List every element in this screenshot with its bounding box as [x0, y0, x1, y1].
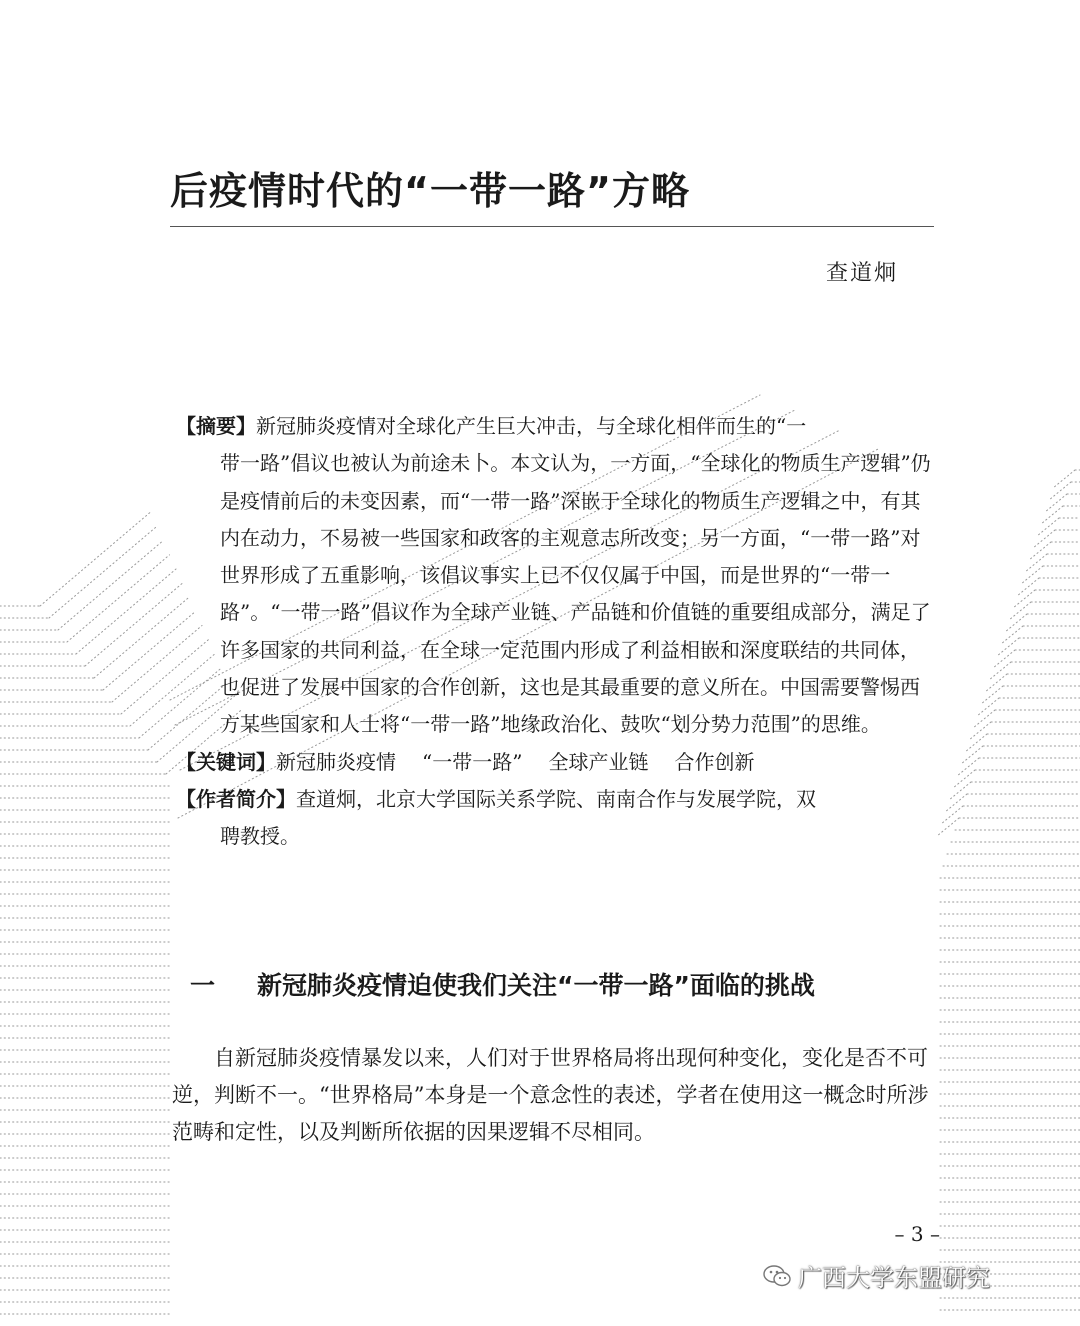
- dotted-line: [85, 583, 183, 666]
- dotted-line: [969, 722, 991, 740]
- dotted-line: [58, 541, 163, 630]
- dotted-line: [67, 555, 170, 642]
- dotted-line: [941, 806, 963, 824]
- dotted-line: [1013, 590, 1035, 608]
- dotted-line: [1045, 494, 1067, 512]
- dotted-line: [1033, 530, 1055, 548]
- dotted-line: [953, 770, 975, 788]
- dotted-line: [49, 527, 157, 618]
- dotted-line: [973, 710, 995, 728]
- dotted-line: [1037, 518, 1059, 536]
- keyword-item: “一带一路”: [422, 749, 523, 774]
- author-bio-block: [176, 781, 936, 856]
- dotted-line: [989, 662, 1011, 680]
- author-bio-text: 聘教授。: [220, 824, 300, 849]
- dotted-line: [94, 597, 189, 678]
- abstract-block: [176, 408, 936, 744]
- dotted-line: [985, 674, 1007, 692]
- keyword-item: 新冠肺炎疫情: [276, 749, 396, 774]
- abstract-first-line: 新冠肺炎疫情对全球化产生巨大冲击，与全球化相伴而生的“一: [256, 414, 807, 438]
- dotted-line: [1009, 602, 1031, 620]
- title-divider: [170, 226, 934, 227]
- page-number: – 3 –: [894, 1222, 940, 1246]
- dotted-line: [1017, 578, 1039, 596]
- section-title: 新冠肺炎疫情迫使我们关注“一带一路”面临的挑战: [257, 971, 815, 1000]
- body-text: [172, 1040, 936, 1151]
- dotted-line: [1021, 566, 1043, 584]
- body-paragraph: 自新冠肺炎疫情暴发以来，人们对于世界格局将出现何种变化，变化是否不可逆，判断不一。“世界格局”本身是一个意念性的表述，学者在使用这一概念时所涉范畴和定性，以及判断所依据的因果逻辑不尽相同。: [172, 1046, 929, 1144]
- keyword-item: 全球产业链: [548, 749, 649, 774]
- dotted-line: [1005, 614, 1027, 632]
- abstract-text: 带一路”倡议也被认为前途未卜。本文认为，一方面，“全球化的物质生产逻辑”仍是疫情前后的未变因素，而“一带一路”深嵌于全球化的物质生产逻辑之中，有其内在动力，不易被一些国家和政客的主观意志所改变；另一方面，“一带一路”对世界形成了五重影响，该倡议事实上已不仅仅属于中国，而是世界的“一带一路”。“一带一路”倡议作为全球产业链、产品链和价值链的重要组成部分，满足了许多国家的共同利益，在全球一定范围内形成了利益相嵌和深度联结的共同体，也促进了发展中国家的合作创新，这也是其最重要的意义所在。中国需要警惕西方某些国家和人士将“一带一路”地缘政治化、鼓吹“划分势力范围”的思维。: [220, 451, 931, 737]
- keyword-item: 合作创新: [674, 749, 755, 774]
- author-bio-label: 【作者简介】: [176, 786, 296, 811]
- dotted-line: [1001, 626, 1023, 644]
- keywords-block: [176, 744, 936, 781]
- dotted-line: [965, 734, 987, 752]
- dotted-line: [997, 638, 1019, 656]
- watermark-text: 广西大学东盟研究: [798, 1264, 990, 1292]
- wechat-icon: [762, 1263, 792, 1289]
- dotted-line: [981, 686, 1003, 704]
- article-title: 后疫情时代的“一带一路”方略: [170, 169, 690, 213]
- dotted-line: [977, 698, 999, 716]
- abstract-section: [176, 408, 936, 856]
- keywords-label: 【关键词】: [176, 749, 276, 774]
- dotted-line: [1053, 470, 1075, 488]
- watermark: [762, 1258, 990, 1293]
- abstract-label: 【摘要】: [176, 414, 256, 438]
- section-heading: [190, 966, 815, 1002]
- dotted-line: [1041, 506, 1063, 524]
- dotted-line: [1029, 542, 1051, 560]
- section-number: 一: [190, 971, 216, 1000]
- dotted-line: [945, 794, 967, 812]
- dotted-line: [957, 758, 979, 776]
- dotted-line: [949, 782, 971, 800]
- author-bio-first-line: 查道炯，北京大学国际关系学院、南南合作与发展学院，双: [296, 786, 816, 811]
- dotted-line: [993, 650, 1015, 668]
- dotted-line: [1025, 554, 1047, 572]
- dotted-line: [937, 818, 959, 836]
- dotted-line: [40, 513, 150, 607]
- author-name: 查道炯: [825, 261, 898, 286]
- dotted-line: [1049, 482, 1071, 500]
- dotted-line: [961, 746, 983, 764]
